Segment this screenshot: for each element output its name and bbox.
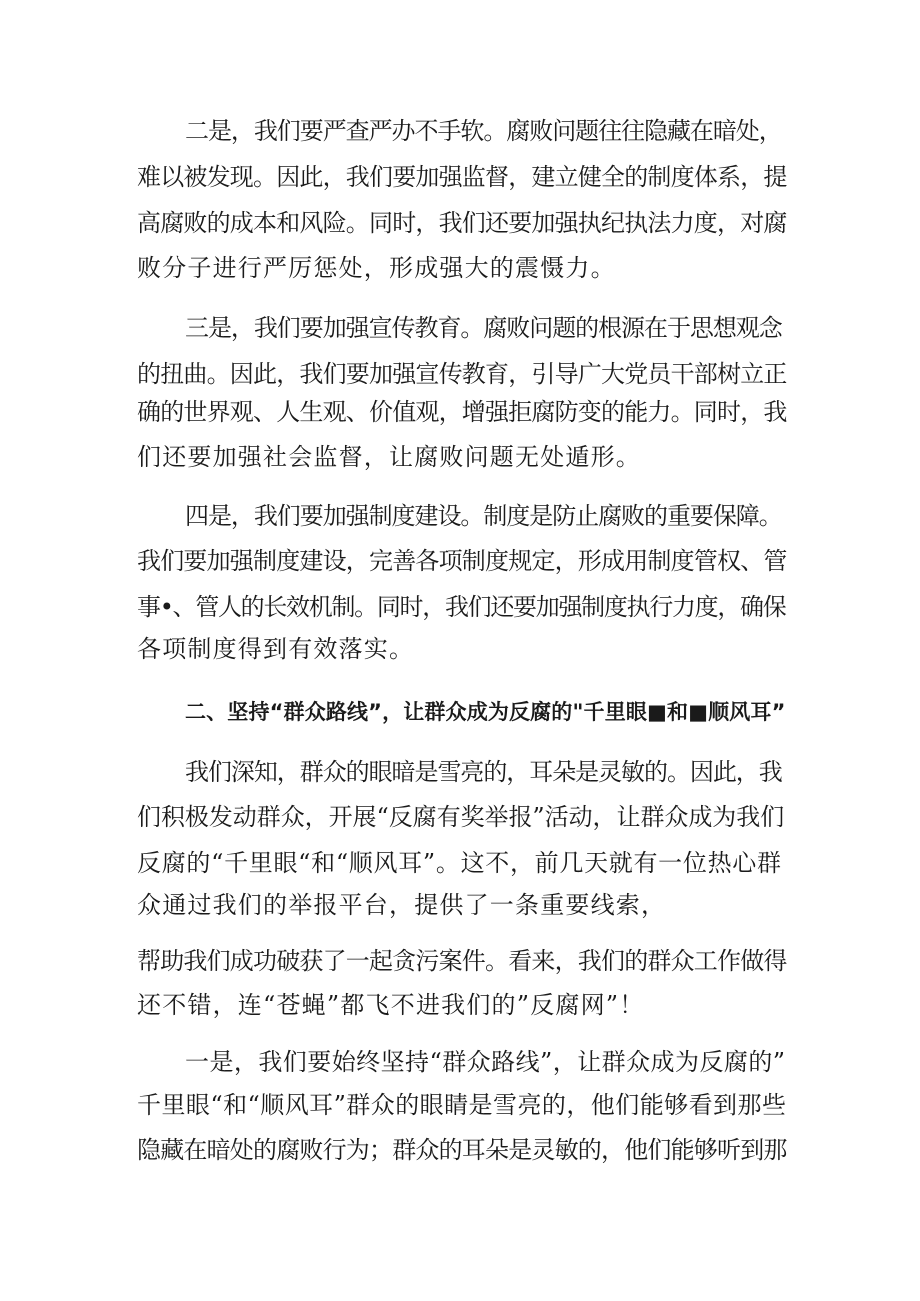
paragraph-3-line-2: 我们要加强制度建设，完善各项制度规定，形成用制度管权、管	[137, 547, 787, 575]
section-heading: 二、坚持“群众路线”，让群众成为反腐的"千里眼■和■顺风耳”	[185, 700, 786, 724]
paragraph-4-line-3: 反腐的“千里眼“和“顺风耳”。这不，前几天就有一位热心群	[137, 849, 782, 877]
paragraph-2-line-1: 三是，我们要加强宣传教育。腐败问题的根源在于思想观念	[185, 314, 782, 342]
paragraph-5-line-1: 帮助我们成功破获了一起贪污案件。看来，我们的群众工作做得	[137, 947, 787, 975]
paragraph-3-line-3: 事•、管人的长效机制。同时，我们还要加强制度执行力度，确保	[137, 593, 786, 621]
paragraph-6-line-2: 千里眼“和“顺风耳”群众的眼睛是雪亮的，他们能够看到那些	[137, 1091, 787, 1119]
paragraph-4-line-2: 们积极发动群众，开展“反腐有奖举报”活动，让群众成为我们	[137, 803, 785, 831]
paragraph-3-line-1: 四是，我们要加强制度建设。制度是防止腐败的重要保障。	[185, 502, 782, 530]
paragraph-4-line-4: 众通过我们的举报平台，提供了一条重要线索，	[137, 891, 667, 919]
paragraph-1-line-2: 难以被发现。因此，我们要加强监督，建立健全的制度体系，提	[137, 163, 787, 191]
paragraph-6-line-3: 隐藏在暗处的腐败行为；群众的耳朵是灵敏的，他们能够听到那	[137, 1136, 787, 1164]
paragraph-1-line-1: 二是，我们要严查严办不手软。腐败问题往往隐藏在暗处，	[185, 117, 782, 145]
paragraph-2-line-2: 的扭曲。因此，我们要加强宣传教育，引导广大党员干部树立正	[137, 360, 787, 388]
paragraph-3-line-4: 各项制度得到有效落实。	[137, 635, 415, 663]
paragraph-2-line-3: 确的世界观、人生观、价值观，增强拒腐防变的能力。同时，我	[137, 398, 787, 426]
paragraph-1-line-4: 败分子进行严厉惩处，形成强大的震慑力。	[137, 254, 616, 282]
paragraph-4-line-1: 我们深知，群众的眼暗是雪亮的，耳朵是灵敏的。因此，我	[185, 758, 782, 786]
paragraph-5-line-2: 还不错，连“苍蝇”都飞不进我们的”反腐网”！	[137, 991, 645, 1019]
paragraph-1-line-3: 高腐败的成本和风险。同时，我们还要加强执纪执法力度，对腐	[137, 209, 787, 237]
paragraph-2-line-4: 们还要加强社会监督，让腐败问题无处遁形。	[137, 443, 641, 471]
paragraph-6-line-1: 一是，我们要始终坚持“群众路线”，让群众成为反腐的”	[185, 1048, 786, 1076]
